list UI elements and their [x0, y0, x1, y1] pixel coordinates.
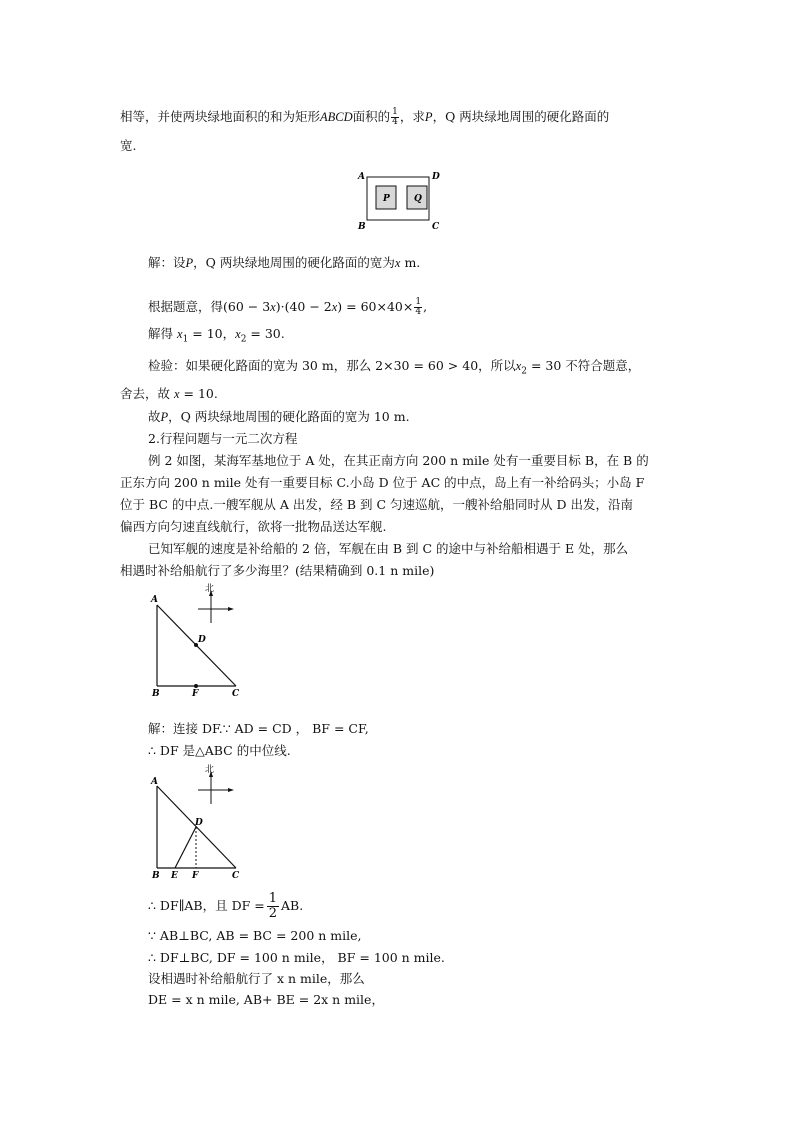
text: 面积的 [352, 109, 391, 124]
example2-line3: 位于 BC 的中点.一艘军舰从 A 出发，经 B 到 C 匀速巡航，一艘补给船同时从 D 出发，沿南 [120, 497, 633, 512]
sol2-line2: ∴ DF 是△ABC 的中位线. [148, 743, 291, 758]
frac-num: 1 [392, 107, 398, 117]
para1-line1 [120, 108, 609, 127]
var-p: P [185, 256, 194, 270]
sol2-line1: 解：连接 DF.∵ AD = CD ， BF = CF, [148, 721, 369, 736]
sol1-line6 [148, 409, 410, 425]
label-d: D [198, 635, 206, 645]
var-x: x [394, 256, 401, 270]
example2-line6: 相遇时补给船航行了多少海里？(结果精确到 0.1 n mile) [120, 563, 435, 578]
text: 相等，并使两块绿地面积的和为矩形 [120, 109, 321, 124]
section-title: 2.行程问题与一元二次方程 [148, 431, 298, 446]
rect-name: ABCD [320, 110, 353, 124]
figure-triangle-abc [145, 580, 245, 700]
subscript: 1 [182, 334, 189, 345]
sol3-line1 [148, 891, 303, 921]
label-b: B [152, 871, 160, 881]
label-c: C [232, 871, 240, 881]
sol1-line4 [148, 358, 640, 380]
text: ) = 60×40× [337, 299, 414, 314]
text: 解：设 [148, 255, 186, 270]
label-d: D [195, 818, 203, 828]
fraction-one-half [267, 892, 279, 921]
frac-den: 4 [392, 117, 398, 127]
text: = 30 不符合题意， [526, 358, 641, 373]
segment-de [175, 827, 196, 868]
frac-den: 4 [415, 307, 422, 317]
var-p: P [160, 410, 169, 424]
text: ，Q 两块绿地周围的硬化路面的宽为 [193, 255, 395, 270]
subscript: 2 [240, 334, 247, 345]
sol1-line1 [148, 255, 420, 271]
label-f: F [192, 689, 199, 699]
compass-icon [198, 582, 234, 623]
var-x: x [270, 300, 276, 314]
frac-num: 1 [268, 891, 278, 906]
text: ，求 [399, 109, 425, 124]
label-a: A [358, 172, 365, 182]
frac-num: 1 [415, 297, 422, 307]
label-e: E [171, 871, 178, 881]
text: ，Q 两块绿地周围的硬化路面的 [432, 109, 610, 124]
text: AB. [281, 898, 304, 913]
sol1-line3 [148, 326, 285, 348]
text: 解得 [148, 326, 174, 341]
var-x: x [235, 327, 241, 341]
label-d: D [432, 172, 440, 182]
var-x: x [177, 327, 183, 341]
fraction-one-quarter [414, 298, 422, 317]
text: ，Q 两块绿地周围的硬化路面的宽为 10 m. [168, 409, 410, 424]
text: m. [404, 255, 421, 270]
text: = 10， [188, 326, 236, 341]
para1-line2: 宽. [120, 138, 137, 153]
var-p: P [424, 110, 433, 124]
compass-icon [198, 763, 234, 804]
point-f [194, 684, 198, 688]
var-x: x [174, 387, 180, 401]
label-q: Q [414, 194, 422, 204]
text: )·(40 − 2 [275, 299, 332, 314]
var-x: x [515, 359, 522, 373]
label-c: C [432, 222, 440, 232]
label-a: A [151, 777, 158, 787]
label-f: F [192, 871, 199, 881]
label-a: A [151, 595, 158, 605]
example2-line4: 偏西方向匀速直线航行，欲将一批物品送达军舰. [120, 519, 387, 534]
figure-rectangle-abcd [355, 168, 455, 234]
sol1-line5 [120, 386, 218, 402]
text: 舍去，故 [120, 386, 171, 401]
text: 故 [148, 409, 161, 424]
sol3-line3: ∴ DF⊥BC, DF = 100 n mile， BF = 100 n mile. [148, 950, 445, 965]
text: = 10. [179, 386, 218, 401]
label-c: C [232, 689, 240, 699]
label-b: B [152, 689, 160, 699]
example2-line1: 例 2 如图，某海军基地位于 A 处，在其正南方向 200 n mile 处有一重要目标 B，在 B 的 [148, 453, 649, 468]
text: = 30. [246, 326, 285, 341]
text: ∴ DF∥AB，且 DF = [148, 898, 265, 913]
subscript: 2 [521, 366, 527, 377]
sol1-line2 [148, 298, 427, 317]
var-x: x [331, 300, 338, 314]
example2-line2: 正东方向 200 n mile 处有一重要目标 C.小岛 D 位于 AC 的中点，岛上有一补给码头；小岛 F [120, 475, 645, 490]
text: 检验：如果硬化路面的宽为 30 m，那么 2×30 = 60 > 40，所以 [148, 358, 516, 373]
example2-line5: 已知军舰的速度是补给船的 2 倍，军舰在由 B 到 C 的途中与补给船相遇于 E 处，那么 [148, 541, 629, 556]
text: 根据题意，得(60 − 3 [148, 299, 271, 314]
frac-den: 2 [268, 906, 278, 921]
sol3-line5: DE = x n mile, AB+ BE = 2x n mile， [148, 992, 384, 1007]
label-p: P [383, 194, 390, 204]
figure-triangle-abc-with-e [145, 762, 245, 882]
north-label: 北 [205, 584, 215, 594]
fraction-one-quarter [391, 108, 399, 127]
north-label: 北 [205, 765, 215, 775]
text: , [423, 299, 428, 314]
sol3-line2: ∵ AB⊥BC, AB = BC = 200 n mile, [148, 928, 362, 943]
label-b: B [358, 222, 366, 232]
sol3-line4: 设相遇时补给船航行了 x n mile，那么 [148, 971, 365, 986]
